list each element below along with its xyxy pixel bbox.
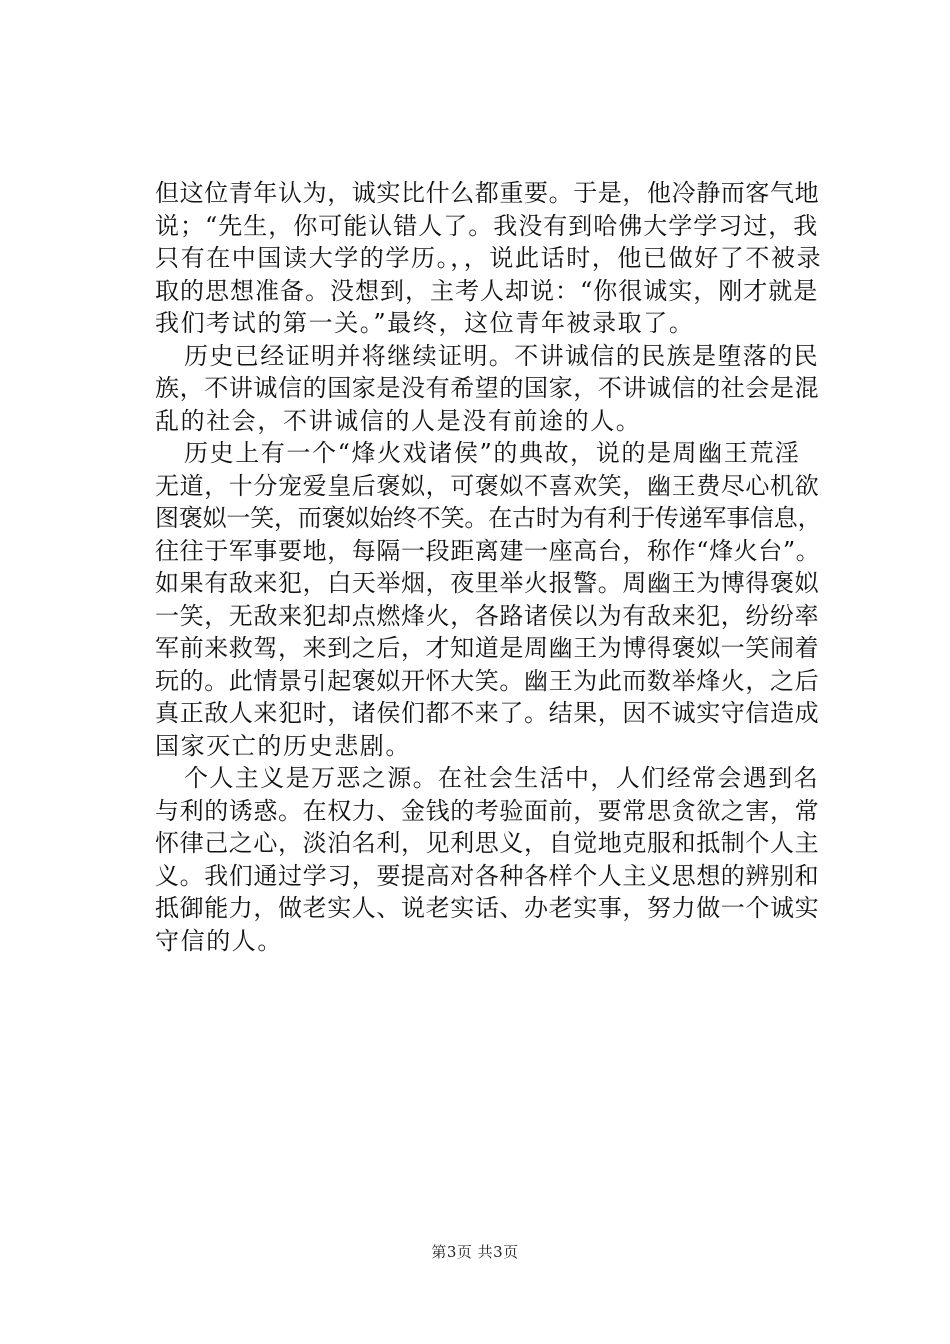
text-line: 义。我们通过学习，要提高对各种各样个人主义思想的辨别和 [155, 861, 820, 890]
text-line: 只有在中国读大学的学历。，，说此话时，他已做好了不被录 [155, 244, 823, 272]
text-line: 图褒姒一笑，而褒姒始终不笑。在古时为有利于传递军事信息， [155, 504, 822, 532]
text-line: 乱的社会，不讲诚信的人是没有前途的人。 [155, 406, 642, 435]
text-line: 族，不讲诚信的国家是没有希望的国家，不讲诚信的社会是混 [155, 374, 820, 402]
text-line: 抵御能力，做老实人、说老实话、办老实事，努力做一个诚实 [155, 894, 820, 922]
text-line: 说；“先生，你可能认错人了。我没有到哈佛大学学习过，我 [155, 211, 819, 240]
body-text [155, 177, 823, 957]
text-line: 国家灭亡的历史悲剧。 [155, 731, 411, 760]
text-line: 如果有敌来犯，白天举烟，夜里举火报警。周幽王为博得褒姒 [155, 569, 820, 597]
text-line: 与利的诱惑。在权力、金钱的考验面前，要常思贪欲之害，常 [155, 796, 820, 825]
text-line: 玩的。此情景引起褒姒开怀大笑。幽王为此而数举烽火，之后 [155, 666, 820, 695]
text-line: 无道，十分宠爱皇后褒姒，可褒姒不喜欢笑，幽王费尽心机欲 [155, 471, 820, 500]
text-line: 但这位青年认为，诚实比什么都重要。于是，他冷静而客气地 [155, 179, 820, 207]
paragraph-start-line: 历史已经证明并将继续证明。不讲诚信的民族是堕落的民 [184, 341, 819, 370]
text-line: 往往于军事要地，每隔一段距离建一座高台，称作“烽火台”。 [155, 536, 821, 565]
text-line: 守信的人。 [155, 926, 283, 955]
text-line: 取的思想准备。没想到，主考人却说：“你很诚实，刚才就是 [155, 276, 819, 305]
text-line: 军前来救驾，来到之后，才知道是周幽王为博得褒姒一笑闹着 [155, 634, 820, 662]
page-footer: 第3页 共3页 [431, 1243, 519, 1261]
paragraph-start-line: 个人主义是万恶之源。在社会生活中，人们经常会遇到名 [184, 764, 819, 792]
text-line: 怀律己之心，淡泊名利，见利思义，自觉地克服和抵制个人主 [155, 829, 820, 857]
paragraph-start-line: 历史上有一个“烽火戏诸侯”的典故，说的是周幽王荒淫 [184, 439, 801, 467]
text-line: 真正敌人来犯时，诸侯们都不来了。结果，因不诚实守信造成 [155, 699, 820, 727]
text-line: 我们考试的第一关。”最终，这位青年被录取了。 [155, 309, 695, 337]
text-line: 一笑，无敌来犯却点燃烽火，各路诸侯以为有敌来犯，纷纷率 [155, 601, 820, 630]
